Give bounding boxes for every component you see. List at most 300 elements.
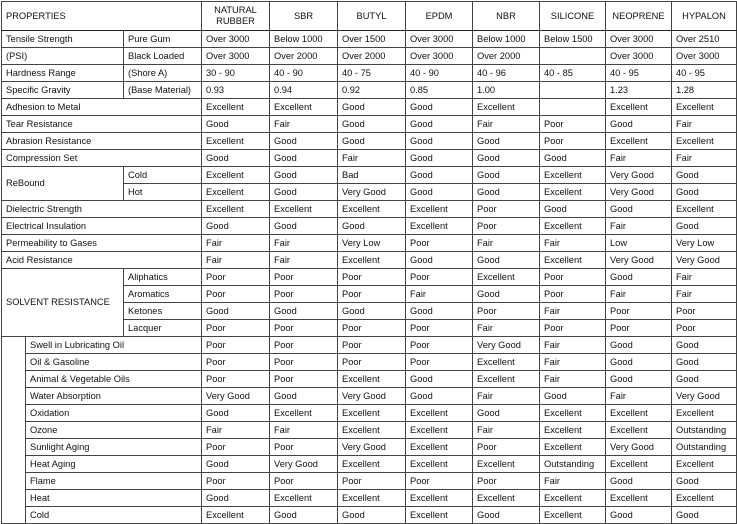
sub-label: (Base Material)	[124, 82, 202, 99]
value-cell: Good	[672, 218, 737, 235]
value-cell: Good	[473, 507, 540, 524]
value-cell: Good	[270, 388, 338, 405]
value-cell: Good	[606, 201, 672, 218]
table-row	[2, 405, 737, 422]
value-cell: Good	[270, 167, 338, 184]
property-label: Abrasion Resistance	[2, 133, 202, 150]
property-label: Specific Gravity	[2, 82, 124, 99]
table-row	[2, 473, 737, 490]
property-label: Water Absorption	[26, 388, 202, 405]
value-cell: Excellent	[406, 201, 473, 218]
value-cell: Good	[406, 133, 473, 150]
value-cell: Fair	[540, 371, 606, 388]
value-cell: Good	[406, 167, 473, 184]
value-cell	[540, 48, 606, 65]
value-cell: Good	[606, 337, 672, 354]
table-row	[2, 99, 737, 116]
value-cell: Good	[540, 201, 606, 218]
value-cell: Below 1500	[540, 31, 606, 48]
value-cell: Poor	[338, 320, 406, 337]
value-cell: Fair	[606, 218, 672, 235]
property-label: (PSI)	[2, 48, 124, 65]
property-label: Oil & Gasoline	[26, 354, 202, 371]
value-cell: Good	[338, 507, 406, 524]
value-cell: Good	[672, 354, 737, 371]
value-cell: Excellent	[540, 252, 606, 269]
property-label: Adhesion to Metal	[2, 99, 202, 116]
value-cell: Excellent	[540, 422, 606, 439]
value-cell: Excellent	[606, 133, 672, 150]
value-cell: Excellent	[406, 405, 473, 422]
value-cell: Very Good	[338, 184, 406, 201]
value-cell: Over 3000	[202, 31, 270, 48]
value-cell: Fair	[672, 150, 737, 167]
property-label: Acid Resistance	[2, 252, 202, 269]
resistance-to-label	[2, 337, 26, 524]
value-cell: Fair	[473, 116, 540, 133]
value-cell: Good	[672, 184, 737, 201]
value-cell: Good	[606, 371, 672, 388]
value-cell: Bad	[338, 167, 406, 184]
table-row	[2, 48, 737, 65]
value-cell: Excellent	[672, 456, 737, 473]
value-cell: Low	[606, 235, 672, 252]
value-cell: Good	[473, 405, 540, 422]
column-header-hypalon: HYPALON	[672, 2, 737, 31]
value-cell: Good	[406, 99, 473, 116]
table-row	[2, 150, 737, 167]
header-row	[2, 2, 737, 31]
value-cell: Poor	[270, 320, 338, 337]
value-cell: Fair	[270, 422, 338, 439]
table-row	[2, 235, 737, 252]
value-cell: 40 - 85	[540, 65, 606, 82]
value-cell: Poor	[406, 473, 473, 490]
value-cell: Good	[270, 218, 338, 235]
value-cell: Good	[406, 150, 473, 167]
value-cell: Excellent	[338, 405, 406, 422]
value-cell: Excellent	[540, 490, 606, 507]
property-label: Compression Set	[2, 150, 202, 167]
value-cell: Outstanding	[672, 439, 737, 456]
value-cell: Excellent	[270, 490, 338, 507]
value-cell: Excellent	[606, 99, 672, 116]
table-row	[2, 65, 737, 82]
column-header-properties: PROPERTIES	[2, 2, 202, 31]
value-cell: 0.85	[406, 82, 473, 99]
table-row	[2, 269, 737, 286]
sub-label: Pure Gum	[124, 31, 202, 48]
value-cell: Excellent	[473, 269, 540, 286]
value-cell: Good	[406, 252, 473, 269]
value-cell: Excellent	[606, 456, 672, 473]
value-cell: Fair	[606, 150, 672, 167]
value-cell: Good	[672, 473, 737, 490]
value-cell: Very Good	[606, 167, 672, 184]
value-cell	[540, 82, 606, 99]
property-label: Ozone	[26, 422, 202, 439]
value-cell: Below 1000	[270, 31, 338, 48]
value-cell: Very Good	[672, 252, 737, 269]
value-cell: Over 2000	[270, 48, 338, 65]
value-cell: Very Good	[606, 439, 672, 456]
value-cell: Poor	[270, 337, 338, 354]
value-cell: Poor	[270, 354, 338, 371]
value-cell: Poor	[473, 473, 540, 490]
table-row	[2, 252, 737, 269]
value-cell: Poor	[338, 337, 406, 354]
value-cell: Poor	[540, 269, 606, 286]
value-cell: Good	[338, 133, 406, 150]
property-label: ReBound	[2, 167, 124, 201]
value-cell: Poor	[540, 286, 606, 303]
value-cell: Fair	[473, 235, 540, 252]
value-cell: Poor	[672, 320, 737, 337]
value-cell: Poor	[406, 354, 473, 371]
value-cell: Poor	[270, 286, 338, 303]
table-row	[2, 116, 737, 133]
table-row	[2, 31, 737, 48]
value-cell: Over 3000	[672, 48, 737, 65]
value-cell: Poor	[270, 269, 338, 286]
value-cell: Poor	[672, 303, 737, 320]
value-cell: Outstanding	[540, 456, 606, 473]
value-cell: Poor	[406, 235, 473, 252]
value-cell: Good	[202, 303, 270, 320]
value-cell: Outstanding	[672, 422, 737, 439]
value-cell: Good	[606, 473, 672, 490]
value-cell: Excellent	[270, 405, 338, 422]
value-cell: Poor	[338, 473, 406, 490]
value-cell: Fair	[540, 473, 606, 490]
value-cell: Good	[406, 371, 473, 388]
property-label: Hardness Range	[2, 65, 124, 82]
value-cell: Good	[540, 388, 606, 405]
value-cell: Good	[473, 133, 540, 150]
value-cell: Over 3000	[606, 31, 672, 48]
value-cell: Excellent	[406, 218, 473, 235]
value-cell: Excellent	[406, 507, 473, 524]
value-cell: Good	[338, 116, 406, 133]
value-cell: Good	[473, 150, 540, 167]
value-cell: Fair	[540, 354, 606, 371]
value-cell: Poor	[473, 201, 540, 218]
value-cell: Excellent	[338, 252, 406, 269]
solvent-resistance-label: SOLVENT RESISTANCE	[2, 269, 124, 337]
value-cell: Excellent	[338, 490, 406, 507]
value-cell: Good	[473, 286, 540, 303]
value-cell: Over 2000	[473, 48, 540, 65]
column-header-nbr: NBR	[473, 2, 540, 31]
value-cell: Good	[406, 303, 473, 320]
property-label: Sunlight Aging	[26, 439, 202, 456]
value-cell: Fair	[202, 422, 270, 439]
value-cell: Excellent	[540, 184, 606, 201]
value-cell: 40 - 95	[606, 65, 672, 82]
value-cell: Fair	[270, 252, 338, 269]
value-cell: Poor	[338, 269, 406, 286]
value-cell: Excellent	[406, 422, 473, 439]
value-cell: Very Good	[672, 388, 737, 405]
table-row	[2, 507, 737, 524]
value-cell: Excellent	[406, 456, 473, 473]
elastomer-properties-table	[1, 1, 737, 524]
value-cell: Poor	[473, 218, 540, 235]
value-cell: Good	[202, 456, 270, 473]
value-cell: Excellent	[672, 490, 737, 507]
value-cell: Good	[473, 167, 540, 184]
value-cell: Poor	[338, 354, 406, 371]
value-cell: Very Good	[606, 184, 672, 201]
value-cell: Good	[202, 150, 270, 167]
value-cell: Fair	[540, 337, 606, 354]
table-row	[2, 456, 737, 473]
value-cell: Excellent	[540, 507, 606, 524]
value-cell: Excellent	[270, 99, 338, 116]
table-row	[2, 201, 737, 218]
table-row	[2, 82, 737, 99]
value-cell: Good	[270, 184, 338, 201]
value-cell: Very Low	[338, 235, 406, 252]
value-cell: Excellent	[202, 99, 270, 116]
value-cell: Fair	[672, 286, 737, 303]
value-cell: Poor	[270, 473, 338, 490]
value-cell: Very Good	[338, 439, 406, 456]
sub-label: Hot	[124, 184, 202, 201]
value-cell: Excellent	[473, 99, 540, 116]
value-cell: Good	[270, 150, 338, 167]
value-cell: Good	[406, 184, 473, 201]
property-label: Heat Aging	[26, 456, 202, 473]
value-cell: Fair	[202, 252, 270, 269]
value-cell: Good	[202, 218, 270, 235]
sub-label: Aromatics	[124, 286, 202, 303]
value-cell: Good	[202, 490, 270, 507]
value-cell: Excellent	[473, 371, 540, 388]
value-cell: Over 1500	[338, 31, 406, 48]
table-row	[2, 388, 737, 405]
value-cell: Excellent	[202, 507, 270, 524]
value-cell: Poor	[606, 303, 672, 320]
value-cell: Good	[406, 388, 473, 405]
value-cell: 1.00	[473, 82, 540, 99]
value-cell: Good	[270, 507, 338, 524]
value-cell: Fair	[606, 388, 672, 405]
value-cell: Excellent	[406, 490, 473, 507]
value-cell: Poor	[202, 337, 270, 354]
value-cell: 40 - 90	[270, 65, 338, 82]
value-cell: Excellent	[540, 405, 606, 422]
column-header-epdm: EPDM	[406, 2, 473, 31]
value-cell: Very Good	[202, 388, 270, 405]
value-cell: Fair	[473, 388, 540, 405]
value-cell: Poor	[406, 337, 473, 354]
value-cell: Poor	[338, 286, 406, 303]
value-cell: Excellent	[540, 167, 606, 184]
value-cell: Over 2000	[338, 48, 406, 65]
value-cell: Good	[606, 269, 672, 286]
value-cell: Over 2510	[672, 31, 737, 48]
column-header-natural-rubber: NATURAL RUBBER	[202, 2, 270, 31]
sub-label: Black Loaded	[124, 48, 202, 65]
table-row	[2, 422, 737, 439]
value-cell: Fair	[473, 422, 540, 439]
column-header-neoprene: NEOPRENE	[606, 2, 672, 31]
value-cell: Good	[672, 371, 737, 388]
value-cell: Excellent	[540, 439, 606, 456]
value-cell: Good	[202, 405, 270, 422]
table-row	[2, 337, 737, 354]
value-cell: Excellent	[473, 354, 540, 371]
value-cell: Excellent	[202, 167, 270, 184]
value-cell: Over 3000	[202, 48, 270, 65]
table-row	[2, 371, 737, 388]
value-cell: Excellent	[202, 184, 270, 201]
value-cell: Fair	[338, 150, 406, 167]
value-cell: Poor	[540, 133, 606, 150]
value-cell: Poor	[270, 371, 338, 388]
value-cell: Poor	[202, 320, 270, 337]
value-cell: Fair	[270, 116, 338, 133]
value-cell: Good	[270, 133, 338, 150]
value-cell: Good	[672, 507, 737, 524]
value-cell: Excellent	[473, 490, 540, 507]
column-header-silicone: SILICONE	[540, 2, 606, 31]
value-cell: Excellent	[338, 422, 406, 439]
value-cell: Fair	[540, 303, 606, 320]
value-cell	[540, 99, 606, 116]
value-cell: Poor	[202, 473, 270, 490]
value-cell: Excellent	[606, 422, 672, 439]
property-label: Cold	[26, 507, 202, 524]
table-row	[2, 490, 737, 507]
value-cell: 30 - 90	[202, 65, 270, 82]
table-row	[2, 133, 737, 150]
value-cell: Good	[473, 184, 540, 201]
value-cell: Excellent	[338, 371, 406, 388]
column-header-butyl: BUTYL	[338, 2, 406, 31]
value-cell: Poor	[540, 116, 606, 133]
value-cell: Poor	[473, 303, 540, 320]
value-cell: Poor	[202, 371, 270, 388]
property-label: Dielectric Strength	[2, 201, 202, 218]
value-cell: Excellent	[338, 456, 406, 473]
value-cell: Very Good	[338, 388, 406, 405]
table-body	[2, 31, 737, 524]
value-cell: Fair	[540, 235, 606, 252]
table-row	[2, 354, 737, 371]
value-cell: 40 - 96	[473, 65, 540, 82]
value-cell: Excellent	[540, 218, 606, 235]
property-label: Tear Resistance	[2, 116, 202, 133]
value-cell: Fair	[473, 320, 540, 337]
value-cell: Good	[338, 303, 406, 320]
value-cell: 40 - 75	[338, 65, 406, 82]
value-cell: Poor	[270, 439, 338, 456]
table-row	[2, 218, 737, 235]
value-cell: Excellent	[672, 405, 737, 422]
value-cell: Poor	[606, 320, 672, 337]
value-cell: Excellent	[672, 99, 737, 116]
value-cell: Poor	[406, 269, 473, 286]
value-cell: Good	[606, 354, 672, 371]
value-cell: Very Low	[672, 235, 737, 252]
table-row	[2, 439, 737, 456]
value-cell: Below 1000	[473, 31, 540, 48]
value-cell: Excellent	[672, 133, 737, 150]
column-header-sbr: SBR	[270, 2, 338, 31]
property-label: Tensile Strength	[2, 31, 124, 48]
value-cell: Poor	[202, 354, 270, 371]
value-cell: Excellent	[338, 201, 406, 218]
sub-label: Aliphatics	[124, 269, 202, 286]
value-cell: 1.23	[606, 82, 672, 99]
sub-label: (Shore A)	[124, 65, 202, 82]
property-label: Swell in Lubricating Oil	[26, 337, 202, 354]
value-cell: Fair	[606, 286, 672, 303]
value-cell: 0.93	[202, 82, 270, 99]
value-cell: Poor	[202, 439, 270, 456]
property-label: Electrical Insulation	[2, 218, 202, 235]
value-cell: Poor	[202, 269, 270, 286]
value-cell: Excellent	[270, 201, 338, 218]
value-cell: Over 3000	[406, 31, 473, 48]
value-cell: Excellent	[606, 405, 672, 422]
value-cell: Over 3000	[606, 48, 672, 65]
value-cell: Poor	[540, 320, 606, 337]
value-cell: Good	[270, 303, 338, 320]
value-cell: 0.94	[270, 82, 338, 99]
value-cell: Poor	[202, 286, 270, 303]
value-cell: 1.28	[672, 82, 737, 99]
sub-label: Cold	[124, 167, 202, 184]
value-cell: Good	[406, 116, 473, 133]
value-cell: Excellent	[202, 133, 270, 150]
value-cell: 40 - 90	[406, 65, 473, 82]
property-label: Flame	[26, 473, 202, 490]
value-cell: Over 3000	[406, 48, 473, 65]
sub-label: Lacquer	[124, 320, 202, 337]
value-cell: Fair	[270, 235, 338, 252]
value-cell: Good	[606, 116, 672, 133]
value-cell: Good	[672, 167, 737, 184]
value-cell: Excellent	[672, 201, 737, 218]
value-cell: Excellent	[473, 456, 540, 473]
property-label: Animal & Vegetable Oils	[26, 371, 202, 388]
value-cell: 0.92	[338, 82, 406, 99]
sub-label: Ketones	[124, 303, 202, 320]
value-cell: 40 - 95	[672, 65, 737, 82]
value-cell: Poor	[406, 320, 473, 337]
value-cell: Excellent	[406, 439, 473, 456]
value-cell: Fair	[202, 235, 270, 252]
value-cell: Poor	[473, 439, 540, 456]
table-row	[2, 167, 737, 184]
value-cell: Good	[338, 218, 406, 235]
value-cell: Fair	[406, 286, 473, 303]
property-label: Oxidation	[26, 405, 202, 422]
value-cell: Good	[473, 252, 540, 269]
value-cell: Good	[338, 99, 406, 116]
value-cell: Fair	[672, 116, 737, 133]
value-cell: Excellent	[606, 490, 672, 507]
value-cell: Excellent	[202, 201, 270, 218]
value-cell: Good	[202, 116, 270, 133]
value-cell: Good	[540, 150, 606, 167]
property-label: Heat	[26, 490, 202, 507]
value-cell: Very Good	[606, 252, 672, 269]
value-cell: Good	[672, 337, 737, 354]
